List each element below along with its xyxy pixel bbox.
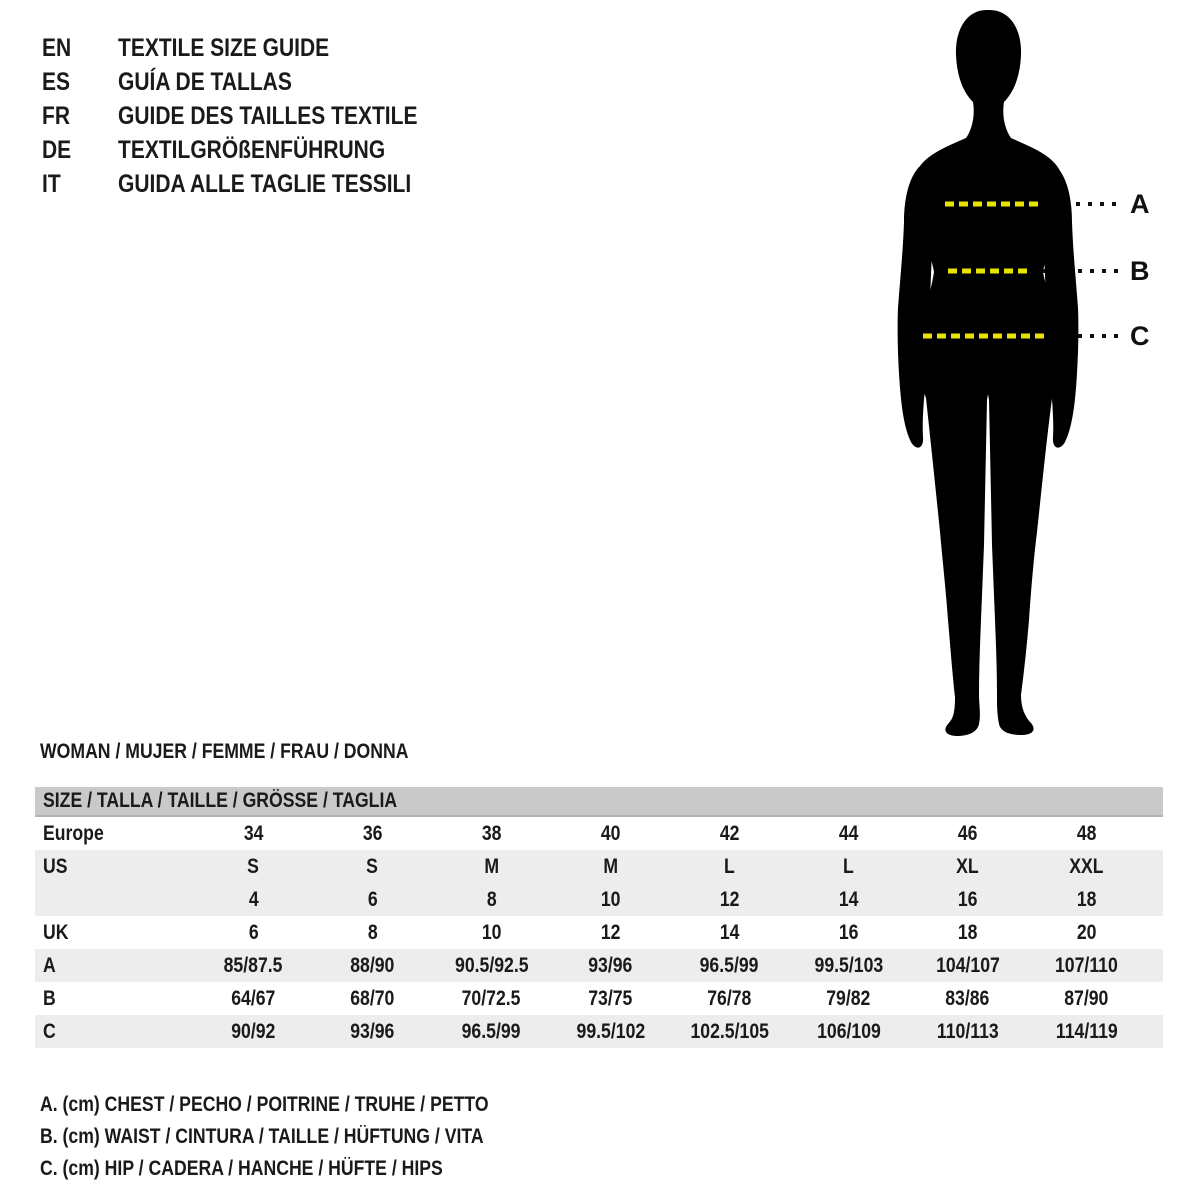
table-cell: 14 (838, 887, 859, 911)
table-cell: 96.5/99 (700, 953, 759, 977)
table-cell: 70/72.5 (462, 986, 521, 1010)
lang-code-fr: FR (42, 101, 70, 130)
table-row-us-letters (35, 850, 1163, 883)
lang-title-en: TEXTILE SIZE GUIDE (118, 33, 330, 62)
lang-title-de: TEXTILGRÖßENFÜHRUNG (118, 135, 386, 164)
lang-title-es: GUÍA DE TALLAS (118, 67, 292, 96)
row-label: US (43, 854, 68, 878)
table-cell: 64/67 (231, 986, 276, 1010)
table-cell: L (843, 854, 854, 878)
table-row-us-numbers (35, 883, 1163, 916)
table-cell: 83/86 (945, 986, 990, 1010)
size-table-header-bar (35, 787, 1163, 817)
table-cell: M (603, 854, 618, 878)
marker-label-b: B (1130, 256, 1150, 286)
table-cell: 85/87.5 (224, 953, 283, 977)
table-cell: 104/107 (935, 953, 1000, 977)
table-cell: 87/90 (1064, 986, 1109, 1010)
lang-row-es (42, 65, 475, 99)
table-row-waist-b (35, 982, 1163, 1015)
table-cell: 68/70 (350, 986, 395, 1010)
table-cell: 10 (481, 920, 502, 944)
table-cell: XL (956, 854, 979, 878)
section-title-woman (40, 736, 479, 768)
table-cell: M (484, 854, 499, 878)
measurement-figure (880, 0, 1200, 740)
table-cell: 6 (367, 887, 378, 911)
lang-row-fr (42, 99, 475, 133)
legend-text-chest: A. (cm) CHEST / PECHO / POITRINE / TRUHE / PETTO (40, 1093, 489, 1116)
table-cell: 16 (957, 887, 978, 911)
table-cell: 4 (248, 887, 259, 911)
table-cell: 93/96 (350, 1019, 395, 1043)
legend-line-hip (40, 1153, 574, 1185)
table-cell: 88/90 (350, 953, 395, 977)
table-cell: 14 (719, 920, 740, 944)
legend-text-waist: B. (cm) WAIST / CINTURA / TAILLE / HÜFTUNG / VITA (40, 1125, 484, 1148)
legend-line-waist (40, 1121, 574, 1153)
lang-code-it: IT (42, 169, 61, 198)
table-cell: 36 (362, 821, 383, 845)
table-cell: 93/96 (588, 953, 633, 977)
lang-row-it (42, 167, 475, 201)
table-cell: 40 (600, 821, 621, 845)
table-cell: 99.5/102 (576, 1019, 645, 1043)
table-cell: S (247, 854, 260, 878)
table-row-uk (35, 916, 1163, 949)
table-cell: 16 (838, 920, 859, 944)
lang-title-it: GUIDA ALLE TAGLIE TESSILI (118, 169, 412, 198)
table-cell: 110/113 (936, 1019, 999, 1043)
legend-text-hip: C. (cm) HIP / CADERA / HANCHE / HÜFTE / HIPS (40, 1157, 443, 1180)
lang-code-es: ES (42, 67, 71, 96)
row-label: Europe (43, 821, 104, 845)
row-label: B (43, 986, 56, 1010)
table-cell: 12 (719, 887, 740, 911)
size-table-header-text: SIZE / TALLA / TAILLE / GRÖSSE / TAGLIA (43, 789, 398, 812)
language-title-list (42, 31, 475, 201)
row-label: C (43, 1019, 56, 1043)
table-row-chest-a (35, 949, 1163, 982)
table-cell: 42 (719, 821, 740, 845)
table-cell: 20 (1076, 920, 1097, 944)
lang-code-en: EN (42, 33, 72, 62)
lang-row-en (42, 31, 475, 65)
woman-silhouette-svg (880, 0, 1200, 740)
table-row-hip-c (35, 1015, 1163, 1048)
table-cell: 79/82 (826, 986, 871, 1010)
table-cell: 107/110 (1055, 953, 1118, 977)
table-cell: 10 (600, 887, 621, 911)
table-cell: XXL (1069, 854, 1104, 878)
woman-body-silhouette (915, 10, 1061, 736)
table-cell: 106/109 (816, 1019, 881, 1043)
table-cell: 99.5/103 (814, 953, 883, 977)
marker-label-c: C (1130, 321, 1150, 351)
table-cell: S (366, 854, 379, 878)
table-cell: 90.5/92.5 (454, 953, 529, 977)
legend-line-chest (40, 1089, 574, 1121)
table-cell: 18 (1076, 887, 1097, 911)
table-cell: 90/92 (231, 1019, 276, 1043)
table-cell: 96.5/99 (462, 1019, 521, 1043)
table-cell: 76/78 (707, 986, 752, 1010)
row-label: UK (43, 920, 69, 944)
table-cell: 73/75 (588, 986, 633, 1010)
table-cell: 8 (486, 887, 497, 911)
table-cell: 18 (957, 920, 978, 944)
row-label: A (43, 953, 56, 977)
table-cell: 114/119 (1055, 1019, 1118, 1043)
section-title-text: WOMAN / MUJER / FEMME / FRAU / DONNA (40, 740, 409, 763)
table-cell: 8 (367, 920, 378, 944)
table-cell: 34 (243, 821, 264, 845)
table-cell: 46 (957, 821, 978, 845)
table-cell: 12 (600, 920, 621, 944)
size-table (35, 787, 1163, 1048)
table-cell: 6 (248, 920, 259, 944)
table-cell: L (724, 854, 735, 878)
marker-label-a: A (1130, 189, 1150, 219)
lang-title-fr: GUIDE DES TAILLES TEXTILE (118, 101, 418, 130)
lang-code-de: DE (42, 135, 72, 164)
table-cell: 102.5/105 (690, 1019, 769, 1043)
table-cell: 38 (481, 821, 502, 845)
lang-row-de (42, 133, 475, 167)
table-cell: 48 (1076, 821, 1097, 845)
table-cell: 44 (838, 821, 859, 845)
table-row-europe (35, 817, 1163, 850)
measurement-legend (40, 1089, 574, 1185)
